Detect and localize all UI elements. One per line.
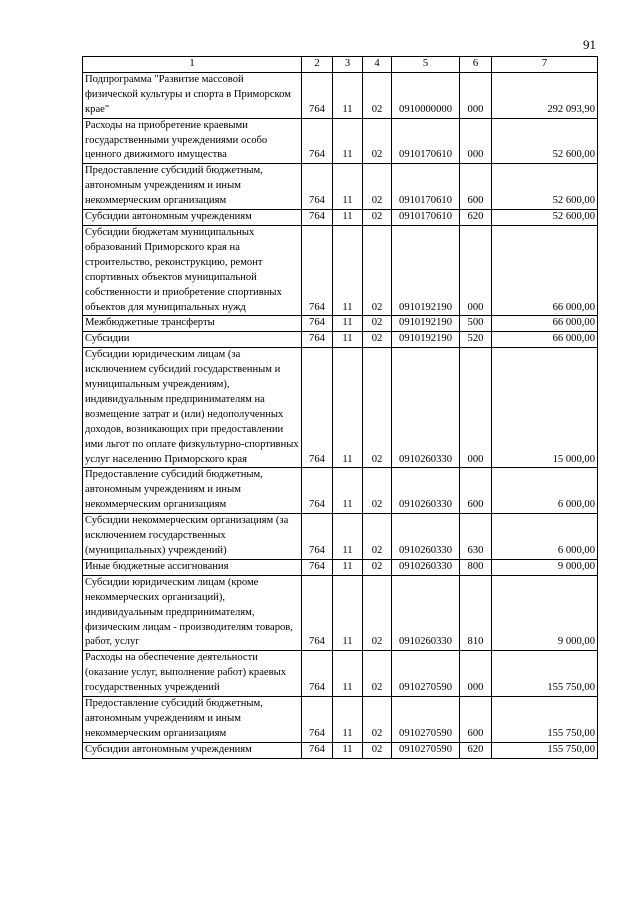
row-expense-type: 800 xyxy=(460,559,492,575)
table-row xyxy=(83,514,598,560)
row-target-article: 0910270590 xyxy=(392,742,460,758)
row-ved: 764 xyxy=(302,651,333,697)
row-amount: 52 600,00 xyxy=(492,118,598,164)
row-amount: 9 000,00 xyxy=(492,559,598,575)
row-expense-type: 000 xyxy=(460,72,492,118)
row-subsection: 02 xyxy=(363,651,392,697)
budget-table xyxy=(82,56,598,759)
row-section: 11 xyxy=(333,559,363,575)
row-subsection: 02 xyxy=(363,332,392,348)
row-section: 11 xyxy=(333,316,363,332)
row-expense-type: 600 xyxy=(460,468,492,514)
row-ved: 764 xyxy=(302,72,333,118)
row-name: Подпрограмма "Развитие массовой физической культуры и спорта в Приморском крае" xyxy=(83,72,302,118)
row-subsection: 02 xyxy=(363,316,392,332)
row-target-article: 0910192190 xyxy=(392,225,460,315)
table-row xyxy=(83,118,598,164)
column-header: 6 xyxy=(460,57,492,73)
row-expense-type: 810 xyxy=(460,575,492,651)
column-header: 2 xyxy=(302,57,333,73)
column-header: 7 xyxy=(492,57,598,73)
row-expense-type: 500 xyxy=(460,316,492,332)
table-row xyxy=(83,332,598,348)
column-header: 5 xyxy=(392,57,460,73)
row-amount: 155 750,00 xyxy=(492,742,598,758)
row-subsection: 02 xyxy=(363,72,392,118)
table-row xyxy=(83,316,598,332)
row-section: 11 xyxy=(333,697,363,743)
row-target-article: 0910170610 xyxy=(392,210,460,226)
table-row xyxy=(83,559,598,575)
row-subsection: 02 xyxy=(363,348,392,468)
page-number: 91 xyxy=(583,37,596,52)
column-header: 4 xyxy=(363,57,392,73)
row-amount: 52 600,00 xyxy=(492,164,598,210)
row-target-article: 0910260330 xyxy=(392,559,460,575)
row-amount: 66 000,00 xyxy=(492,225,598,315)
column-header: 1 xyxy=(83,57,302,73)
row-subsection: 02 xyxy=(363,697,392,743)
row-target-article: 0910260330 xyxy=(392,575,460,651)
row-subsection: 02 xyxy=(363,742,392,758)
row-expense-type: 620 xyxy=(460,742,492,758)
row-name: Расходы на приобретение краевыми государственными учреждениями особо ценного движимого имущества xyxy=(83,118,302,164)
row-subsection: 02 xyxy=(363,514,392,560)
row-section: 11 xyxy=(333,164,363,210)
row-amount: 15 000,00 xyxy=(492,348,598,468)
row-target-article: 0910260330 xyxy=(392,514,460,560)
row-subsection: 02 xyxy=(363,210,392,226)
row-expense-type: 600 xyxy=(460,164,492,210)
row-ved: 764 xyxy=(302,118,333,164)
row-section: 11 xyxy=(333,348,363,468)
row-name: Субсидии юридическим лицам (за исключением субсидий государственным и муниципальным учреждениям), индивидуальным предпринимателям на возмещение затрат и (или) недополученных доходов, возникающих при предоставлении ими льгот по оплате физкультурно-спортивных услуг населению Приморского края xyxy=(83,348,302,468)
row-section: 11 xyxy=(333,742,363,758)
row-subsection: 02 xyxy=(363,468,392,514)
row-amount: 155 750,00 xyxy=(492,651,598,697)
row-section: 11 xyxy=(333,332,363,348)
row-expense-type: 000 xyxy=(460,225,492,315)
row-amount: 155 750,00 xyxy=(492,697,598,743)
row-section: 11 xyxy=(333,468,363,514)
row-target-article: 0910192190 xyxy=(392,332,460,348)
row-target-article: 0910170610 xyxy=(392,118,460,164)
row-section: 11 xyxy=(333,514,363,560)
row-name: Субсидии некоммерческим организациям (за исключением государственных (муниципальных) учреждений) xyxy=(83,514,302,560)
row-expense-type: 600 xyxy=(460,697,492,743)
row-ved: 764 xyxy=(302,348,333,468)
row-amount: 9 000,00 xyxy=(492,575,598,651)
row-target-article: 0910260330 xyxy=(392,468,460,514)
row-name: Межбюджетные трансферты xyxy=(83,316,302,332)
row-ved: 764 xyxy=(302,468,333,514)
table-row xyxy=(83,210,598,226)
row-ved: 764 xyxy=(302,316,333,332)
row-target-article: 0910170610 xyxy=(392,164,460,210)
row-ved: 764 xyxy=(302,742,333,758)
row-amount: 66 000,00 xyxy=(492,332,598,348)
row-name: Субсидии автономным учреждениям xyxy=(83,210,302,226)
row-amount: 52 600,00 xyxy=(492,210,598,226)
row-expense-type: 630 xyxy=(460,514,492,560)
row-name: Предоставление субсидий бюджетным, автономным учреждениям и иным некоммерческим организациям xyxy=(83,164,302,210)
row-subsection: 02 xyxy=(363,575,392,651)
row-subsection: 02 xyxy=(363,118,392,164)
row-target-article: 0910260330 xyxy=(392,348,460,468)
header-row xyxy=(83,57,598,73)
row-name: Субсидии автономным учреждениям xyxy=(83,742,302,758)
table-row xyxy=(83,575,598,651)
table-row xyxy=(83,697,598,743)
row-ved: 764 xyxy=(302,164,333,210)
row-section: 11 xyxy=(333,651,363,697)
row-expense-type: 000 xyxy=(460,118,492,164)
table-row xyxy=(83,164,598,210)
row-section: 11 xyxy=(333,575,363,651)
column-header: 3 xyxy=(333,57,363,73)
table-row xyxy=(83,225,598,315)
row-name: Субсидии юридическим лицам (кроме некоммерческих организаций), индивидуальным предпринимателям, физическим лицам - производителям товаров, работ, услуг xyxy=(83,575,302,651)
row-target-article: 0910270590 xyxy=(392,651,460,697)
row-name: Предоставление субсидий бюджетным, автономным учреждениям и иным некоммерческим организациям xyxy=(83,697,302,743)
table-row xyxy=(83,72,598,118)
table-row xyxy=(83,742,598,758)
row-section: 11 xyxy=(333,225,363,315)
row-ved: 764 xyxy=(302,332,333,348)
row-ved: 764 xyxy=(302,559,333,575)
table-row xyxy=(83,651,598,697)
row-amount: 6 000,00 xyxy=(492,514,598,560)
row-section: 11 xyxy=(333,210,363,226)
row-expense-type: 520 xyxy=(460,332,492,348)
row-name: Субсидии xyxy=(83,332,302,348)
row-section: 11 xyxy=(333,118,363,164)
row-expense-type: 000 xyxy=(460,348,492,468)
row-ved: 764 xyxy=(302,575,333,651)
row-name: Предоставление субсидий бюджетным, автономным учреждениям и иным некоммерческим организациям xyxy=(83,468,302,514)
row-expense-type: 620 xyxy=(460,210,492,226)
row-name: Иные бюджетные ассигнования xyxy=(83,559,302,575)
row-subsection: 02 xyxy=(363,164,392,210)
table-row xyxy=(83,468,598,514)
row-section: 11 xyxy=(333,72,363,118)
row-subsection: 02 xyxy=(363,225,392,315)
table-row xyxy=(83,348,598,468)
row-ved: 764 xyxy=(302,514,333,560)
row-target-article: 0910000000 xyxy=(392,72,460,118)
row-subsection: 02 xyxy=(363,559,392,575)
row-ved: 764 xyxy=(302,210,333,226)
row-amount: 6 000,00 xyxy=(492,468,598,514)
row-target-article: 0910270590 xyxy=(392,697,460,743)
row-name: Расходы на обеспечение деятельности (оказание услуг, выполнение работ) краевых государственных учреждений xyxy=(83,651,302,697)
row-amount: 66 000,00 xyxy=(492,316,598,332)
row-name: Субсидии бюджетам муниципальных образований Приморского края на строительство, реконструкцию, ремонт спортивных объектов муниципальной собственности и приобретение спортивных объектов для муниципальных нужд xyxy=(83,225,302,315)
row-target-article: 0910192190 xyxy=(392,316,460,332)
row-amount: 292 093,90 xyxy=(492,72,598,118)
row-expense-type: 000 xyxy=(460,651,492,697)
row-ved: 764 xyxy=(302,225,333,315)
row-ved: 764 xyxy=(302,697,333,743)
